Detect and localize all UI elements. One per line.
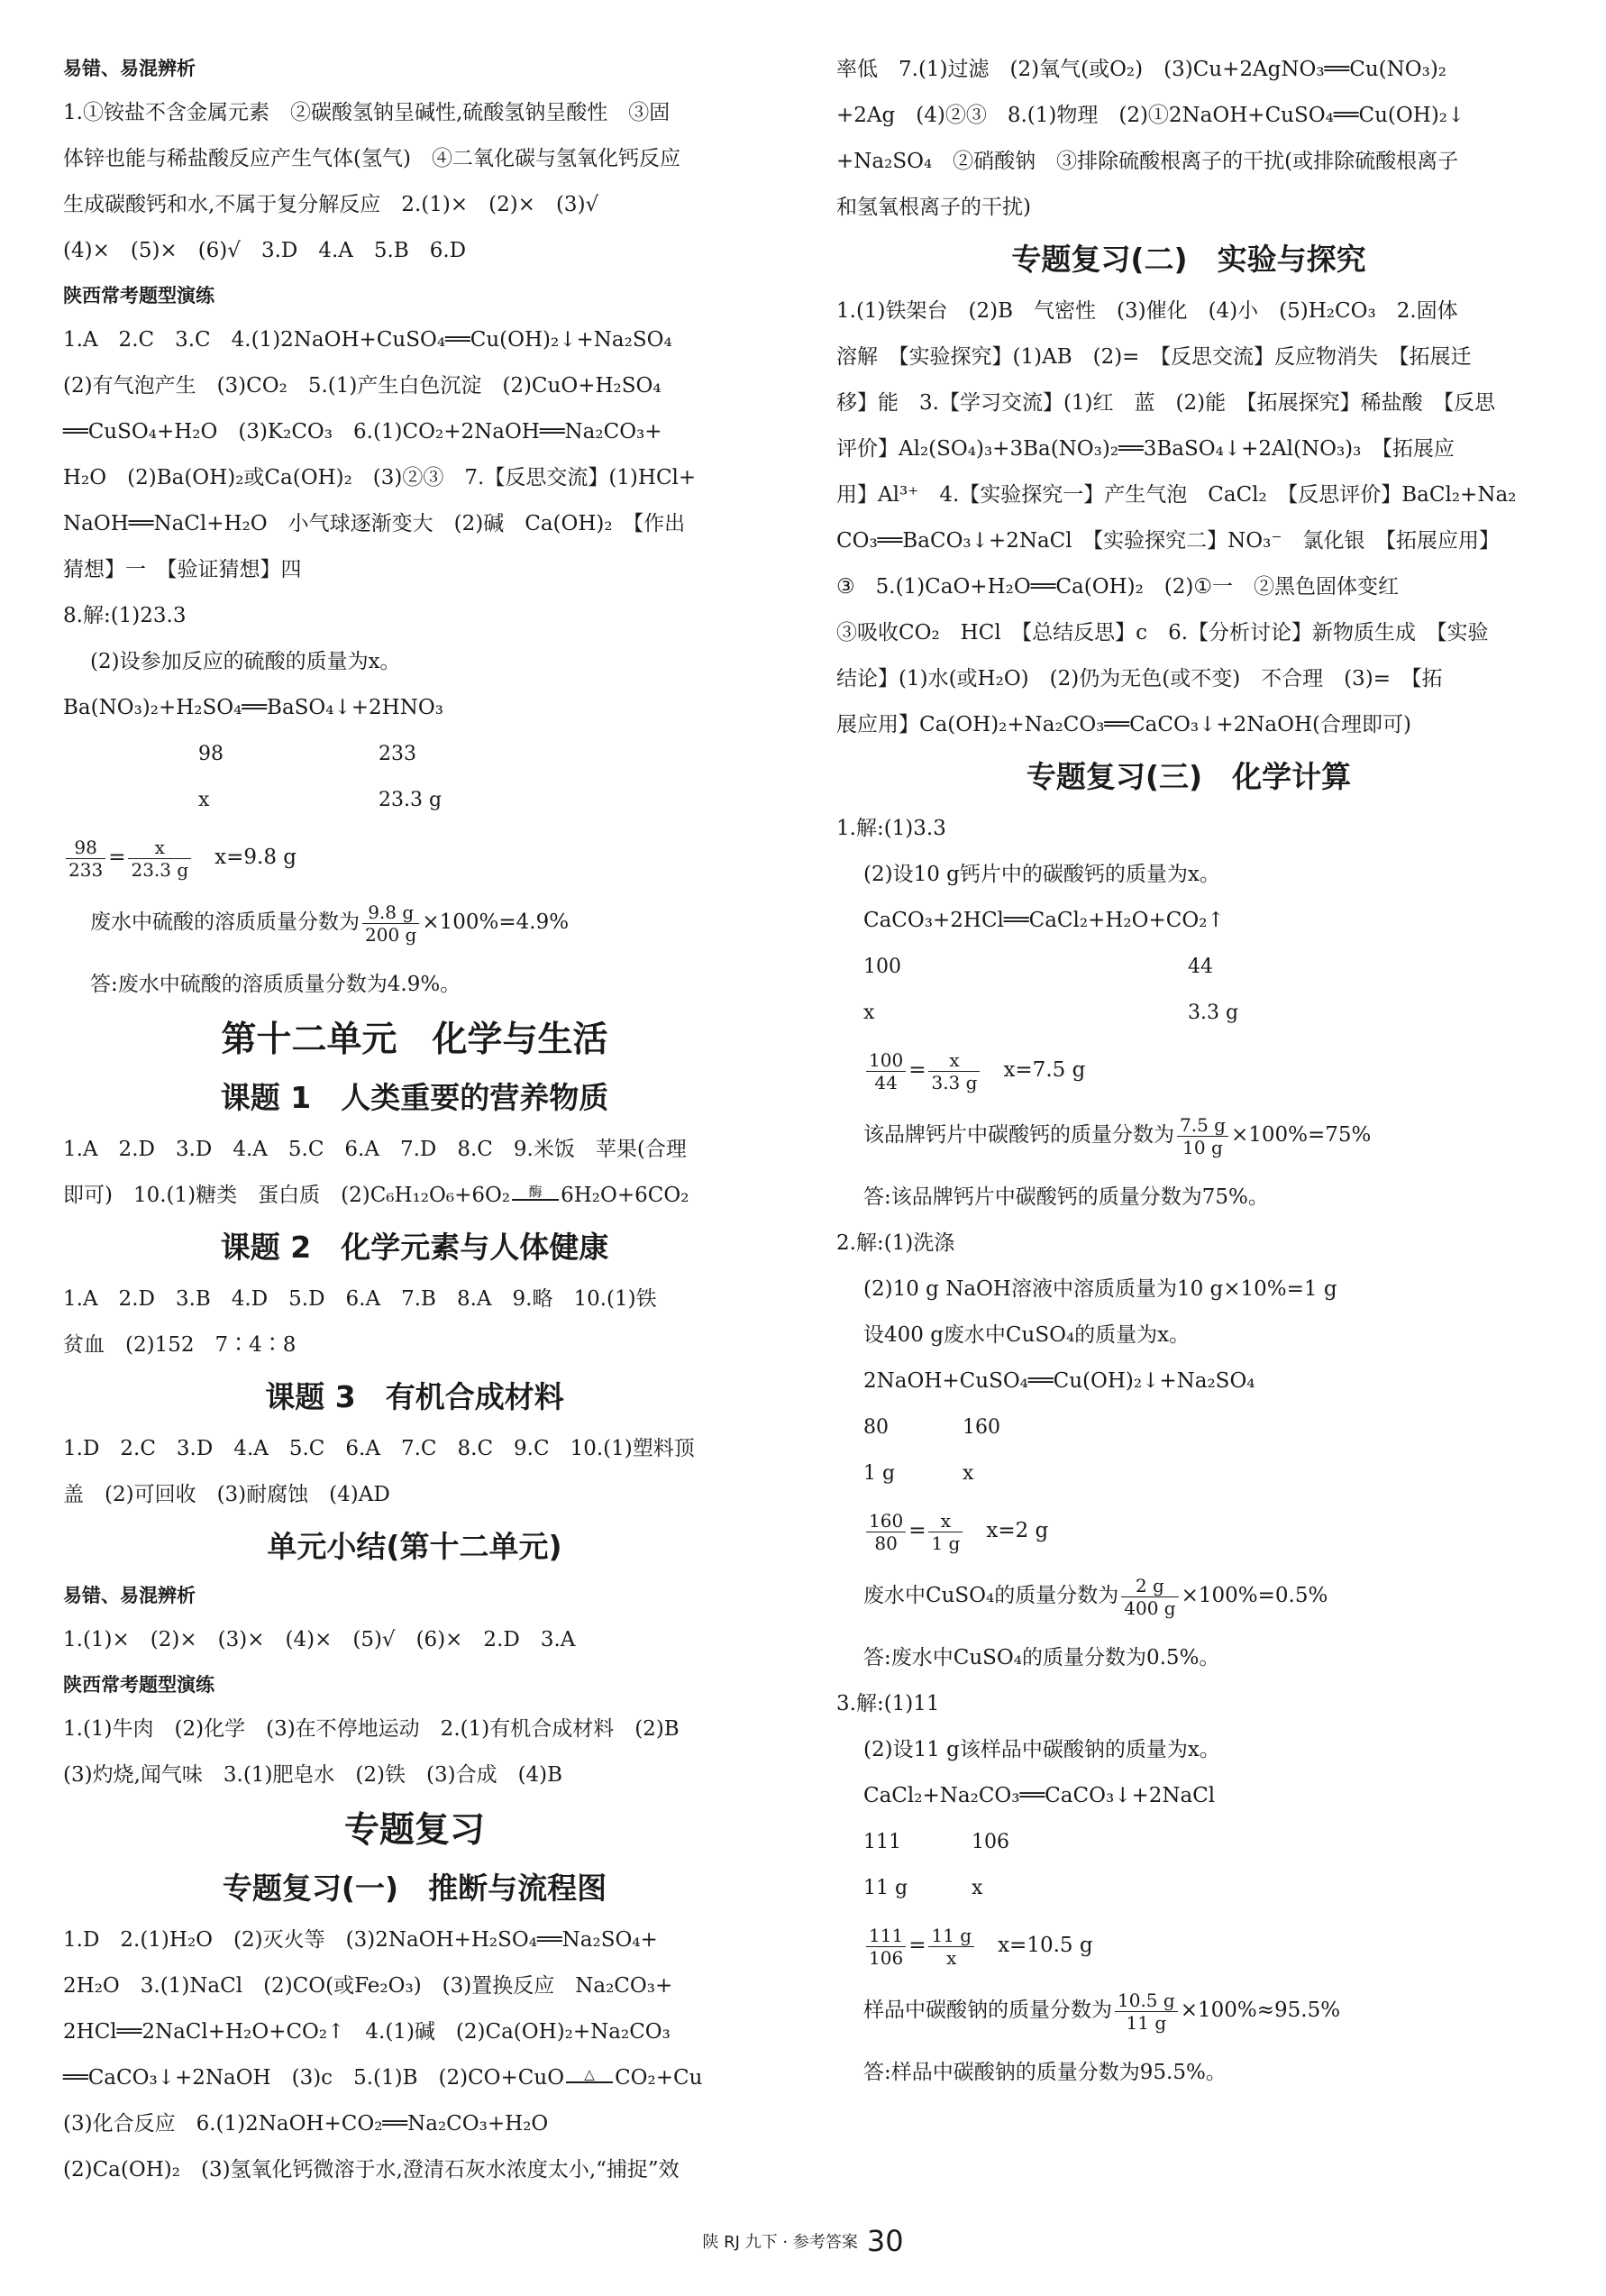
text-line: 展应用】Ca(OH)₂+Na₂CO₃══CaCO₃↓+2NaOH(合理即可) (836, 713, 1411, 736)
answer-line: 答:该品牌钙片中碳酸钙的质量分数为75%。 (863, 1185, 1269, 1209)
fraction: $\frac{111}{106}$ (866, 1925, 906, 1969)
text-line: 2.解:(1)洗涤 (836, 1231, 955, 1255)
fraction: $\frac{10.5 g}{11 g}$ (1115, 1990, 1178, 2034)
text-line: 即可) 10.(1)糖类 蛋白质 (2)C₆H₁₂O₆+6O₂ 酶 6H₂O+6CO₂ (63, 1184, 689, 1207)
table-cell: x (963, 1462, 974, 1485)
section-label: 陕西常考题型演练 (63, 285, 214, 306)
text-line: (3)灼烧,闻气味 3.(1)肥皂水 (2)铁 (3)合成 (4)B (63, 1763, 563, 1787)
left-column (63, 47, 766, 2193)
text-line: (3)化合反应 6.(1)2NaOH+CO₂══Na₂CO₃+H₂O (63, 2112, 549, 2136)
text-line: 评价】Al₂(SO₄)₃+3Ba(NO₃)₂══3BaSO₄↓+2Al(NO₃)₃ 【拓展应 (836, 437, 1455, 461)
text-line: 贫血 (2)152 7∶4∶8 (63, 1333, 297, 1357)
proportion: $\frac{160}{80}$ = $\frac{x}{1 g}$ x=2 g (836, 1505, 1541, 1556)
table-cell: 80 (863, 1416, 889, 1439)
fraction: $\frac{11 g}{x}$ (928, 1925, 974, 1969)
lesson-title: 课题 3 有机合成材料 (265, 1379, 564, 1414)
text-line: ③吸收CO₂ HCl 【总结反思】c 6.【分析讨论】新物质生成 【实验 (836, 621, 1489, 645)
percentage-calc: 样品中碳酸钠的质量分数为 $\frac{10.5 g}{11 g}$ ×100%≈95.5% (863, 1989, 1341, 2034)
lesson-title: 专题复习(一) 推断与流程图 (222, 1871, 607, 1906)
answer-line: 答:废水中CuSO₄的质量分数为0.5%。 (863, 1646, 1220, 1669)
table-cell: 23.3 g (379, 789, 443, 811)
text-line: CO₃══BaCO₃↓+2NaCl 【实验探究二】NO₃⁻ 氯化银 【拓展应用】 (836, 529, 1500, 553)
table-cell: 233 (379, 743, 416, 765)
table-cell: x (198, 789, 210, 811)
unit-title: 专题复习 (343, 1810, 485, 1851)
answer-line: 答:样品中碳酸钠的质量分数为95.5%。 (863, 2061, 1227, 2084)
text-line: 1.A 2.D 3.B 4.D 5.D 6.A 7.B 8.A 9.略 10.(1)铁 (63, 1287, 657, 1311)
table-cell: 111 (863, 1831, 901, 1853)
table-cell: 3.3 g (1188, 1002, 1239, 1024)
unit-title: 第十二单元 化学与生活 (221, 1020, 608, 1060)
text-line: (4)× (5)× (6)√ 3.D 4.A 5.B 6.D (63, 239, 467, 262)
table-cell (63, 777, 198, 823)
proportion: $\frac{100}{44}$ = $\frac{x}{3.3 g}$ x=7.5 g (836, 1045, 1541, 1095)
text-line: NaOH══NaCl+H₂O 小气球逐渐变大 (2)碱 Ca(OH)₂ 【作出 (63, 512, 686, 535)
text-line: 1.A 2.D 3.D 4.A 5.C 6.A 7.D 8.C 9.米饭 苹果(合理 (63, 1138, 687, 1161)
fraction: $\frac{9.8 g}{200 g}$ (362, 901, 419, 946)
text-line: 1.(1)铁架台 (2)B 气密性 (3)催化 (4)小 (5)H₂CO₃ 2.固体 (836, 299, 1458, 323)
equation: 2NaOH+CuSO₄══Cu(OH)₂↓+Na₂SO₄ (863, 1369, 1255, 1393)
text-line: H₂O (2)Ba(OH)₂或Ca(OH)₂ (3)②③ 7.【反思交流】(1)HCl+ (63, 466, 697, 489)
fraction: $\frac{x}{1 g}$ (928, 1510, 963, 1554)
section-label: 易错、易混辨析 (63, 1585, 196, 1606)
table-cell: 100 (863, 956, 901, 978)
text-line: 3.解:(1)11 (836, 1692, 940, 1715)
fraction: $\frac{160}{80}$ (866, 1510, 906, 1554)
table-cell: 44 (1188, 956, 1213, 978)
table-cell: x (863, 1002, 875, 1024)
text-line: (2)10 g NaOH溶液中溶质质量为10 g×10%=1 g (863, 1277, 1337, 1301)
fraction: $\frac{98}{233}$ (66, 837, 105, 881)
answer-line: 答:废水中硫酸的溶质质量分数为4.9%。 (90, 973, 461, 996)
table-cell: 98 (198, 743, 224, 765)
text-line: 1.(1)× (2)× (3)× (4)× (5)√ (6)× 2.D 3.A (63, 1628, 576, 1651)
text-line: 率低 7.(1)过滤 (2)氧气(或O₂) (3)Cu+2AgNO₃══Cu(NO₃)₂ (836, 58, 1447, 81)
text-line: +Na₂SO₄ ②硝酸钠 ③排除硫酸根离子的干扰(或排除硫酸根离子 (836, 150, 1459, 173)
percentage-calc: 该品牌钙片中碳酸钙的质量分数为 $\frac{7.5 g}{10 g}$ ×100%=75% (863, 1113, 1372, 1158)
percentage-calc: 废水中硫酸的溶质质量分数为 $\frac{9.8 g}{200 g}$ ×100%=4.9% (90, 901, 570, 946)
fraction: $\frac{x}{23.3 g}$ (128, 837, 191, 881)
text-line: (2)设11 g该样品中碳酸钠的质量为x。 (863, 1738, 1220, 1761)
equation: CaCO₃+2HCl══CaCl₂+H₂O+CO₂↑ (863, 909, 1225, 932)
text-line: (2)设10 g钙片中的碳酸钙的质量为x。 (863, 863, 1220, 886)
lesson-title: 课题 2 化学元素与人体健康 (220, 1230, 609, 1265)
ratio-table (836, 1404, 1541, 1496)
table-cell: 1 g (863, 1462, 896, 1485)
reaction-arrow: △ (566, 2067, 613, 2090)
text-line: ③ 5.(1)CaO+H₂O══Ca(OH)₂ (2)①一 ②黑色固体变红 (836, 575, 1399, 599)
table-cell: 106 (972, 1831, 1009, 1853)
text-line: 1.A 2.C 3.C 4.(1)2NaOH+CuSO₄══Cu(OH)₂↓+Na₂SO₄ (63, 328, 672, 352)
text-line: 猜想】一 【验证猜想】四 (63, 558, 302, 581)
right-column (836, 47, 1541, 2096)
text-line: (2)设参加反应的硫酸的质量为x。 (90, 650, 401, 673)
text-line: ══CuSO₄+H₂O (3)K₂CO₃ 6.(1)CO₂+2NaOH══Na₂CO₃+ (63, 420, 662, 444)
text-line: 1.D 2.(1)H₂O (2)灭火等 (3)2NaOH+H₂SO₄══Na₂SO₄+ (63, 1928, 658, 1952)
fraction: $\frac{100}{44}$ (866, 1049, 906, 1093)
table-cell: x (972, 1877, 983, 1899)
text-line: 用】Al³⁺ 4.【实验探究一】产生气泡 CaCl₂ 【反思评价】BaCl₂+Na₂ (836, 483, 1517, 507)
proportion: $\frac{111}{106}$ = $\frac{11 g}{x}$ x=10.5 g (836, 1920, 1541, 1971)
percentage-calc: 废水中CuSO₄的质量分数为 $\frac{2 g}{400 g}$ ×100%=0.5% (863, 1574, 1328, 1619)
ratio-table (836, 1819, 1541, 1911)
section-label: 易错、易混辨析 (63, 58, 196, 79)
text-line: 生成碳酸钙和水,不属于复分解反应 2.(1)× (2)× (3)√ (63, 193, 599, 216)
fraction: $\frac{x}{3.3 g}$ (928, 1049, 980, 1093)
text-line: 结论】(1)水(或H₂O) (2)仍为无色(或不变) 不合理 (3)= 【拓 (836, 667, 1443, 691)
footer-label: 陕 RJ 九下 · 参考答案 (702, 2233, 858, 2252)
text-line: 盖 (2)可回收 (3)耐腐蚀 (4)AD (63, 1483, 390, 1506)
text-line: 移】能 3.【学习交流】(1)红 蓝 (2)能 【拓展探究】稀盐酸 【反思 (836, 391, 1496, 415)
text-line: 溶解 【实验探究】(1)AB (2)= 【反思交流】反应物消失 【拓展迁 (836, 345, 1472, 369)
text-line: 8.解:(1)23.3 (63, 604, 187, 627)
text-line: 设400 g废水中CuSO₄的质量为x。 (863, 1323, 1191, 1347)
proportion: $\frac{98}{233}$ = $\frac{x}{23.3 g}$ x=9.8 g (63, 832, 766, 883)
text-line: (2)Ca(OH)₂ (3)氢氧化钙微溶于水,澄清石灰水浓度太小,“捕捉”效 (63, 2158, 680, 2182)
page-number: 30 (866, 2224, 904, 2258)
text-line: 2HCl══2NaCl+H₂O+CO₂↑ 4.(1)碱 (2)Ca(OH)₂+Na₂CO₃ (63, 2020, 671, 2044)
fraction: $\frac{7.5 g}{10 g}$ (1177, 1114, 1228, 1158)
table-cell: 160 (963, 1416, 1000, 1439)
text-line: 1.D 2.C 3.D 4.A 5.C 6.A 7.C 8.C 9.C 10.(1)塑料顶 (63, 1437, 695, 1460)
ratio-table (63, 731, 766, 823)
lesson-title: 单元小结(第十二单元) (267, 1529, 562, 1564)
lesson-title: 课题 1 人类重要的营养物质 (220, 1080, 609, 1115)
equation: Ba(NO₃)₂+H₂SO₄══BaSO₄↓+2HNO₃ (63, 696, 443, 719)
section-label: 陕西常考题型演练 (63, 1674, 214, 1696)
lesson-title: 专题复习(二) 实验与探究 (1011, 242, 1366, 277)
page-footer (0, 2224, 1606, 2258)
text-line: (2)有气泡产生 (3)CO₂ 5.(1)产生白色沉淀 (2)CuO+H₂SO₄ (63, 374, 662, 398)
text-line: 1.(1)牛肉 (2)化学 (3)在不停地运动 2.(1)有机合成材料 (2)B (63, 1717, 680, 1741)
reaction-arrow: 酶 (512, 1185, 559, 1208)
lesson-title: 专题复习(三) 化学计算 (1026, 759, 1352, 794)
equation: CaCl₂+Na₂CO₃══CaCO₃↓+2NaCl (863, 1784, 1216, 1807)
table-cell: 11 g (863, 1877, 908, 1899)
text-line: 和氢氧根离子的干扰) (836, 196, 1031, 219)
table-cell (63, 731, 198, 777)
fraction: $\frac{2 g}{400 g}$ (1121, 1575, 1178, 1619)
ratio-table (836, 944, 1541, 1036)
text-line: 1.解:(1)3.3 (836, 817, 946, 840)
text-line: 2H₂O 3.(1)NaCl (2)CO(或Fe₂O₃) (3)置换反应 Na₂CO₃+ (63, 1974, 673, 1998)
text-line: 体锌也能与稀盐酸反应产生气体(氢气) ④二氧化碳与氢氧化钙反应 (63, 147, 680, 170)
text-line: 1.①铵盐不含金属元素 ②碳酸氢钠呈碱性,硫酸氢钠呈酸性 ③固 (63, 101, 671, 124)
text-line: +2Ag (4)②③ 8.(1)物理 (2)①2NaOH+CuSO₄══Cu(OH)₂↓ (836, 104, 1465, 127)
text-line: ══CaCO₃↓+2NaOH (3)c 5.(1)B (2)CO+CuO △ CO₂+Cu (63, 2066, 703, 2090)
